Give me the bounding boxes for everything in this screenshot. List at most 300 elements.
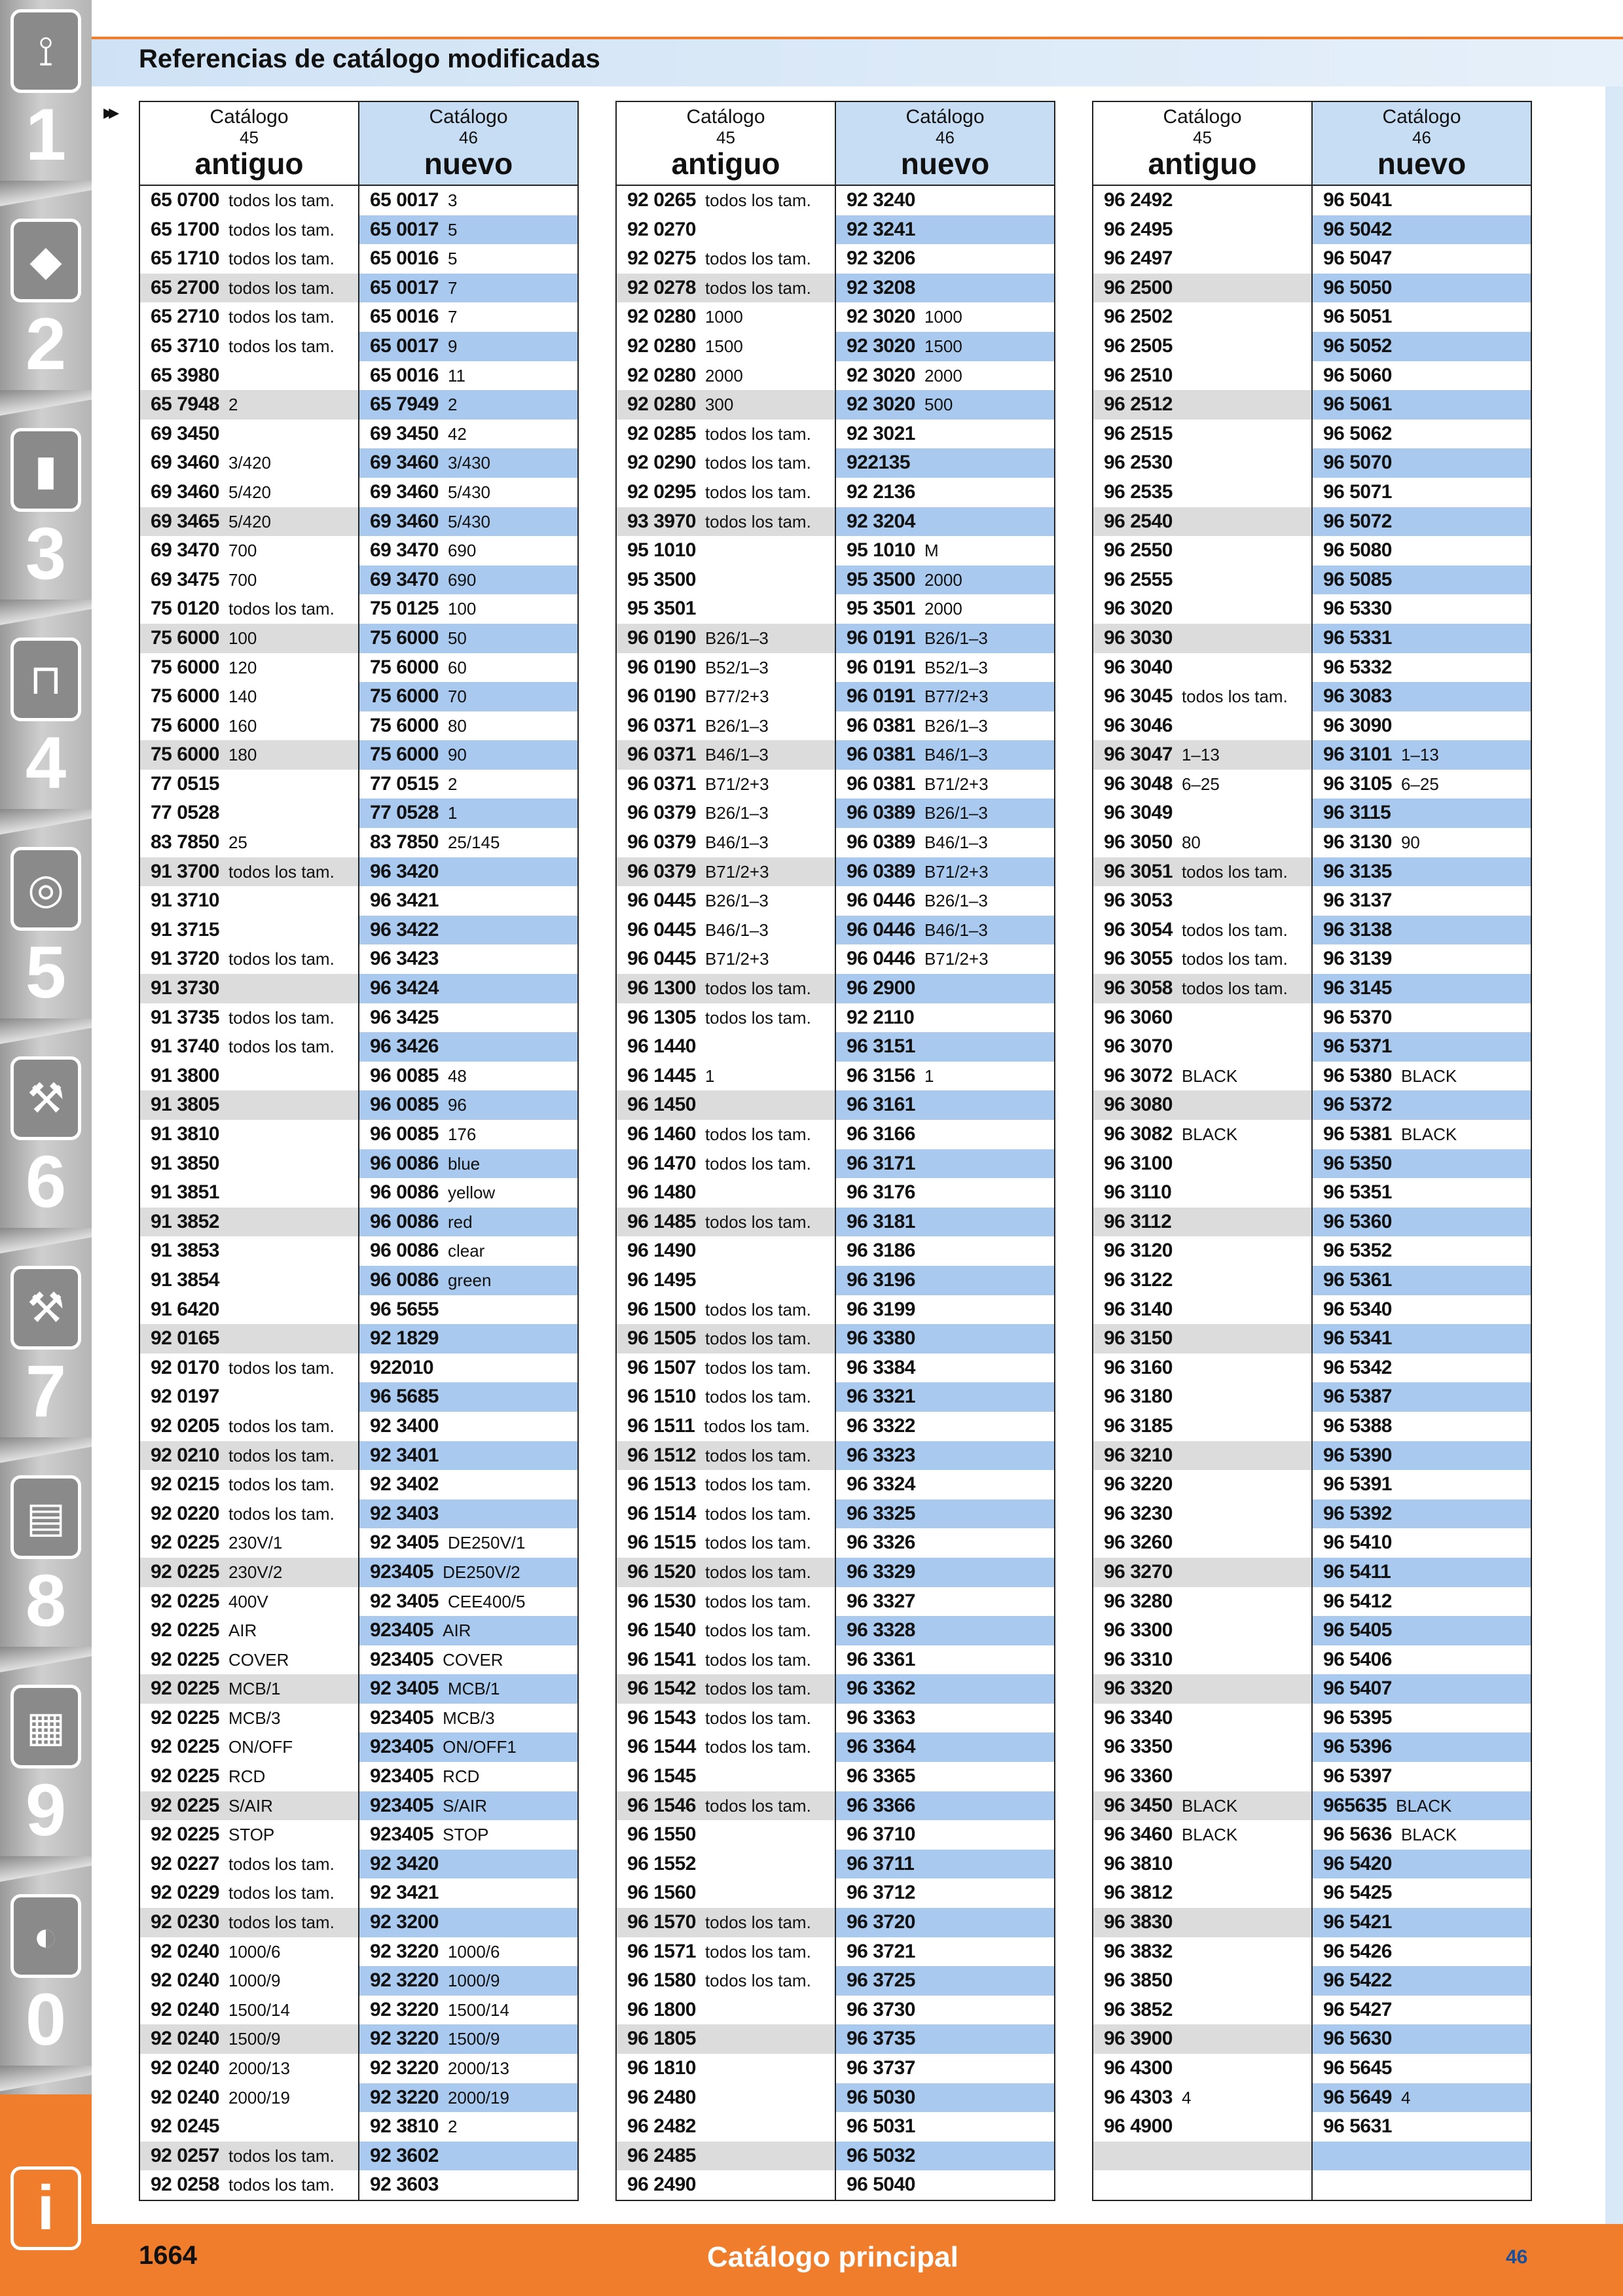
- article-number: 96 1545: [627, 1765, 696, 1787]
- article-number: 96 1514: [627, 1502, 696, 1524]
- article-number: 96 1305: [627, 1006, 696, 1028]
- new-reference-cell: [359, 2024, 577, 2054]
- table-row: [140, 1996, 577, 2025]
- old-reference-cell: [617, 1878, 836, 1908]
- article-number: 96 1570: [627, 1911, 696, 1933]
- old-reference-cell: [140, 740, 359, 770]
- article-number: 96 3180: [1104, 1386, 1173, 1408]
- article-number: 96 3424: [370, 977, 439, 999]
- new-reference-cell: [836, 594, 1054, 624]
- table-row: [140, 682, 577, 711]
- article-number: 96 1530: [627, 1590, 696, 1612]
- table-row: [617, 1908, 1054, 1937]
- old-reference-cell: [140, 944, 359, 974]
- old-reference-cell: [140, 1762, 359, 1791]
- old-reference-cell: [140, 624, 359, 653]
- new-reference-cell: [1313, 1149, 1531, 1179]
- article-number: 96 1571: [627, 1940, 696, 1962]
- article-number: 96 3730: [847, 1998, 915, 2020]
- article-number: 96 3721: [847, 1940, 915, 1962]
- article-number: 92 0278: [627, 276, 696, 298]
- new-reference-cell: [359, 653, 577, 683]
- new-reference-cell: [836, 361, 1054, 391]
- article-number: 96 3810: [1104, 1852, 1173, 1874]
- size-variant: 1000: [704, 307, 743, 327]
- size-variant: 1500: [704, 336, 743, 356]
- article-number: 92 0220: [151, 1502, 219, 1524]
- footer-title: Catálogo principal: [707, 2241, 958, 2273]
- new-reference-cell: [836, 886, 1054, 916]
- article-number: 96 1500: [627, 1298, 696, 1320]
- old-reference-cell: [1093, 770, 1313, 799]
- article-number: 96 3072: [1104, 1064, 1173, 1086]
- article-number: 96 0379: [627, 831, 696, 853]
- table-row: [1093, 420, 1531, 449]
- size-variant: 1500/9: [228, 2029, 281, 2049]
- article-number: 92 3405: [370, 1532, 439, 1554]
- article-number: 96 3321: [847, 1386, 915, 1408]
- old-reference-cell: [1093, 594, 1313, 624]
- article-number: 96 2510: [1104, 364, 1173, 386]
- article-number: 96 5380: [1323, 1064, 1392, 1086]
- article-number: 95 3500: [627, 568, 696, 590]
- new-reference-cell: [1313, 1820, 1531, 1850]
- article-number: 96 3051: [1104, 860, 1173, 882]
- new-reference-cell: [359, 857, 577, 887]
- table-row: [140, 770, 577, 799]
- size-variant: todos los tam.: [704, 1329, 811, 1349]
- new-reference-cell: [359, 244, 577, 274]
- table-row: [140, 1732, 577, 1762]
- size-variant: todos los tam.: [704, 1357, 811, 1378]
- article-number: 92 0210: [151, 1444, 219, 1466]
- size-variant: todos los tam.: [228, 1854, 335, 1874]
- new-reference-cell: [836, 1616, 1054, 1645]
- new-reference-cell: [1313, 215, 1531, 245]
- table-row: [1093, 1616, 1531, 1645]
- size-variant: 120: [228, 657, 257, 677]
- table-row: [140, 594, 577, 624]
- sidebar: [0, 0, 92, 2296]
- old-reference-cell: [1093, 1266, 1313, 1295]
- size-variant: BLACK: [1181, 1795, 1238, 1816]
- table-row: [617, 1178, 1054, 1208]
- new-reference-cell: [836, 2170, 1054, 2200]
- size-variant: todos los tam.: [704, 1124, 811, 1144]
- sidebar-section-6[interactable]: [0, 1047, 92, 1257]
- article-number: 96 5420: [1323, 1852, 1392, 1874]
- new-reference-cell: [1313, 448, 1531, 478]
- article-number: 965635: [1323, 1794, 1387, 1816]
- old-reference-cell: [1093, 1674, 1313, 1704]
- table-row: [140, 1558, 577, 1587]
- size-variant: 7: [447, 278, 458, 298]
- article-number: 92 0280: [627, 306, 696, 328]
- article-number: 96 5391: [1323, 1473, 1392, 1496]
- new-reference-cell: [836, 478, 1054, 507]
- article-number: 92 0170: [151, 1356, 219, 1378]
- article-number: 96 2530: [1104, 452, 1173, 474]
- new-reference-cell: [1313, 2112, 1531, 2142]
- table-row: [140, 478, 577, 507]
- old-reference-cell: [617, 361, 836, 391]
- new-reference-cell: [836, 215, 1054, 245]
- article-number: 96 5351: [1323, 1181, 1392, 1204]
- article-number: 92 0165: [151, 1327, 219, 1350]
- article-number: 92 3402: [370, 1473, 439, 1496]
- article-number: 75 6000: [151, 656, 219, 678]
- size-variant: B46/1–3: [704, 833, 769, 853]
- table-row: [140, 1382, 577, 1412]
- table-row: [140, 1528, 577, 1558]
- article-number: 92 3220: [370, 1969, 439, 1992]
- size-variant: AIR: [228, 1621, 257, 1641]
- table-row: [617, 302, 1054, 332]
- size-variant: todos los tam.: [228, 1883, 335, 1903]
- size-variant: 96: [447, 1095, 467, 1115]
- article-number: 922135: [847, 452, 911, 474]
- old-reference-cell: [140, 1470, 359, 1499]
- table-row: [140, 1003, 577, 1033]
- size-variant: BLACK: [1396, 1795, 1452, 1816]
- size-variant: todos los tam.: [1181, 978, 1288, 999]
- new-reference-cell: [359, 390, 577, 420]
- article-number: 92 0270: [627, 218, 696, 240]
- article-number: 92 3220: [370, 2057, 439, 2079]
- old-reference-cell: [1093, 1032, 1313, 1062]
- article-number: 96 5387: [1323, 1386, 1392, 1408]
- article-number: 96 5636: [1323, 1823, 1392, 1846]
- old-reference-cell: [1093, 682, 1313, 711]
- article-number: 96 3850: [1104, 1969, 1173, 1992]
- new-reference-cell: [359, 565, 577, 595]
- new-reference-cell: [836, 1382, 1054, 1412]
- sidebar-section-0[interactable]: [0, 1885, 92, 2094]
- table-row: [140, 1208, 577, 1237]
- old-reference-cell: [140, 857, 359, 887]
- article-number: 96 3138: [1323, 918, 1392, 941]
- article-number: 96 5685: [370, 1386, 439, 1408]
- new-reference-cell: [1313, 1908, 1531, 1937]
- article-number: 96 5372: [1323, 1094, 1392, 1116]
- hammer-pliers-icon: ⚒: [10, 1266, 81, 1350]
- sidebar-section-4[interactable]: [0, 628, 92, 838]
- article-number: 96 3100: [1104, 1152, 1173, 1174]
- size-variant: B26/1–3: [924, 715, 988, 736]
- article-number: 923405: [370, 1619, 434, 1641]
- table-row: [1093, 1966, 1531, 1996]
- article-number: 91 3735: [151, 1006, 219, 1028]
- new-reference-cell: [836, 1732, 1054, 1762]
- old-reference-cell: [617, 770, 836, 799]
- table-row: [140, 448, 577, 478]
- article-number: 65 0017: [370, 189, 439, 211]
- sidebar-section-number: 9: [25, 1769, 67, 1851]
- article-number: 96 1552: [627, 1852, 696, 1874]
- article-number: 92 0225: [151, 1560, 219, 1583]
- article-number: 92 0225: [151, 1648, 219, 1670]
- article-number: 96 0389: [847, 860, 915, 882]
- size-variant: 9: [447, 336, 458, 356]
- new-reference-cell: [836, 1499, 1054, 1529]
- article-number: 92 0280: [627, 364, 696, 386]
- article-number: 96 3725: [847, 1969, 915, 1992]
- new-reference-cell: [359, 1470, 577, 1499]
- size-variant: CEE400/5: [447, 1591, 526, 1611]
- new-reference-cell: [1313, 770, 1531, 799]
- article-number: 96 3156: [847, 1064, 915, 1086]
- size-variant: 25/145: [447, 833, 500, 853]
- article-number: 96 5072: [1323, 510, 1392, 532]
- article-number: 96 2505: [1104, 334, 1173, 357]
- new-reference-cell: [359, 507, 577, 537]
- table-row: [140, 886, 577, 916]
- old-reference-cell: [140, 1003, 359, 1033]
- article-number: 96 3046: [1104, 714, 1173, 736]
- article-number: 96 3020: [1104, 598, 1173, 620]
- old-reference-cell: [140, 1791, 359, 1821]
- old-catalog-header: [1093, 102, 1313, 185]
- sidebar-section-7[interactable]: [0, 1257, 92, 1466]
- article-number: 96 3323: [847, 1444, 915, 1466]
- article-number: 96 3122: [1104, 1268, 1173, 1291]
- old-catalog-header: [140, 102, 359, 185]
- article-number: 96 3083: [1323, 685, 1392, 708]
- article-number: 96 0086: [370, 1181, 439, 1204]
- size-variant: todos los tam.: [228, 219, 335, 240]
- sidebar-section-8[interactable]: [0, 1466, 92, 1676]
- size-variant: ON/OFF1: [443, 1737, 517, 1757]
- size-variant: S/AIR: [228, 1795, 273, 1816]
- article-number: 92 3206: [847, 247, 915, 270]
- table-row: [1093, 1324, 1531, 1354]
- table-row: [1093, 624, 1531, 653]
- table-row: [617, 1499, 1054, 1529]
- article-number: 92 3400: [370, 1414, 439, 1437]
- article-number: 69 3460: [370, 480, 439, 503]
- article-number: 96 1490: [627, 1240, 696, 1262]
- article-number: 96 0381: [847, 714, 915, 736]
- table-row: [1093, 974, 1531, 1003]
- article-number: 92 0215: [151, 1473, 219, 1496]
- old-reference-cell: [140, 974, 359, 1003]
- old-reference-cell: [617, 302, 836, 332]
- article-number: 96 3070: [1104, 1035, 1173, 1058]
- tool-holder-icon: ▮: [10, 428, 81, 512]
- size-variant: clear: [447, 1241, 485, 1261]
- article-number: 96 1541: [627, 1648, 696, 1670]
- reference-table-3: [1092, 101, 1532, 2201]
- new-reference-cell: [1313, 974, 1531, 1003]
- size-variant: 1: [447, 803, 458, 823]
- size-variant: 60: [447, 657, 467, 677]
- new-reference-cell: [836, 2142, 1054, 2171]
- article-number: 69 3470: [370, 568, 439, 590]
- old-reference-cell: [140, 215, 359, 245]
- old-reference-cell: [1093, 916, 1313, 945]
- new-reference-cell: [836, 1704, 1054, 1733]
- table-row: [1093, 594, 1531, 624]
- page-number: 1664: [139, 2241, 197, 2270]
- old-reference-cell: [140, 1295, 359, 1325]
- sidebar-section-3[interactable]: [0, 419, 92, 628]
- article-number: 83 7850: [151, 831, 219, 853]
- size-variant: B77/2+3: [704, 687, 769, 707]
- size-variant: todos los tam.: [228, 1037, 335, 1057]
- old-reference-cell: [617, 478, 836, 507]
- article-number: 96 0086: [370, 1268, 439, 1291]
- sidebar-section-2[interactable]: [0, 209, 92, 419]
- header-catalog-word: nuevo: [424, 147, 513, 181]
- new-reference-cell: [836, 682, 1054, 711]
- article-number: 92 0265: [627, 189, 696, 211]
- table-row: [140, 1762, 577, 1791]
- table-header: [1093, 102, 1531, 186]
- article-number: 91 3810: [151, 1123, 219, 1145]
- table-row: [140, 332, 577, 361]
- new-reference-cell: [359, 1878, 577, 1908]
- article-number: 92 0225: [151, 1619, 219, 1641]
- size-variant: todos los tam.: [704, 1795, 811, 1816]
- size-variant: B26/1–3: [924, 628, 988, 648]
- new-reference-cell: [836, 974, 1054, 1003]
- size-variant: MCB/3: [443, 1708, 495, 1728]
- new-reference-cell: [359, 1178, 577, 1208]
- article-number: 96 1460: [627, 1123, 696, 1145]
- article-number: 96 2497: [1104, 247, 1173, 270]
- table-row: [1093, 1908, 1531, 1937]
- article-number: 96 3460: [1104, 1823, 1173, 1846]
- article-number: 96 5060: [1323, 364, 1392, 386]
- table-row: [617, 1996, 1054, 2025]
- article-number: 92 3020: [847, 393, 915, 416]
- table-row: [140, 857, 577, 887]
- table-row: [1093, 1587, 1531, 1617]
- new-reference-cell: [1313, 244, 1531, 274]
- new-reference-cell: [836, 2112, 1054, 2142]
- size-variant: 1500/14: [228, 2000, 290, 2020]
- article-number: 96 0379: [627, 802, 696, 824]
- size-variant: todos los tam.: [228, 599, 335, 619]
- article-number: 96 4303: [1104, 2086, 1173, 2108]
- new-reference-cell: [1313, 1032, 1531, 1062]
- article-number: 96 1485: [627, 1210, 696, 1232]
- table-row: [617, 1558, 1054, 1587]
- info-icon: i: [10, 2166, 81, 2250]
- new-reference-cell: [359, 740, 577, 770]
- size-variant: COVER: [443, 1649, 503, 1670]
- new-reference-cell: [1313, 1382, 1531, 1412]
- size-variant: todos los tam.: [228, 2145, 335, 2166]
- header-catalog-label: Catálogo: [429, 106, 508, 128]
- old-reference-cell: [617, 1324, 836, 1354]
- article-number: 75 6000: [151, 714, 219, 736]
- article-number: 96 3048: [1104, 772, 1173, 795]
- article-number: 65 0016: [370, 247, 439, 270]
- old-reference-cell: [617, 594, 836, 624]
- old-reference-cell: [617, 1178, 836, 1208]
- table-row: [1093, 2170, 1531, 2200]
- new-reference-cell: [836, 1470, 1054, 1499]
- table-row: [140, 1120, 577, 1149]
- sidebar-section-5[interactable]: [0, 838, 92, 1047]
- table-row: [1093, 2054, 1531, 2083]
- article-number: 96 3112: [1104, 1210, 1172, 1232]
- article-number: 92 3204: [847, 510, 915, 532]
- article-number: 96 3135: [1323, 860, 1392, 882]
- article-number: 92 0240: [151, 2086, 219, 2108]
- article-number: 96 3260: [1104, 1532, 1173, 1554]
- article-number: 92 1829: [370, 1327, 439, 1350]
- table-row: [1093, 653, 1531, 683]
- sidebar-section-9[interactable]: [0, 1676, 92, 1885]
- old-reference-cell: [1093, 1645, 1313, 1675]
- table-row: [140, 2112, 577, 2142]
- size-variant: todos los tam.: [1181, 861, 1288, 882]
- table-row: [617, 1470, 1054, 1499]
- size-variant: STOP: [443, 1825, 489, 1845]
- size-variant: B46/1–3: [924, 745, 988, 765]
- article-number: 96 3450: [1104, 1794, 1173, 1816]
- article-number: 96 3325: [847, 1502, 915, 1524]
- article-number: 923405: [370, 1560, 434, 1583]
- new-reference-cell: [1313, 186, 1531, 215]
- new-reference-cell: [359, 1528, 577, 1558]
- old-reference-cell: [1093, 1178, 1313, 1208]
- wrench-icon: ⚒: [10, 1056, 81, 1140]
- new-reference-cell: [359, 2112, 577, 2142]
- article-number: 92 0295: [627, 480, 696, 503]
- old-reference-cell: [617, 1616, 836, 1645]
- size-variant: 1: [704, 1066, 715, 1086]
- table-row: [140, 711, 577, 741]
- article-number: 96 1515: [627, 1532, 696, 1554]
- old-reference-cell: [140, 186, 359, 215]
- article-number: 96 5050: [1323, 276, 1392, 298]
- old-reference-cell: [1093, 420, 1313, 449]
- header-catalog-number: 46: [459, 128, 478, 147]
- new-reference-cell: [359, 770, 577, 799]
- table-row: [140, 1645, 577, 1675]
- article-number: 95 3501: [847, 598, 915, 620]
- sidebar-section-1[interactable]: [0, 0, 92, 209]
- old-reference-cell: [617, 1966, 836, 1996]
- header-catalog-word: nuevo: [900, 147, 990, 181]
- old-reference-cell: [1093, 1412, 1313, 1441]
- article-number: 96 5360: [1323, 1210, 1392, 1232]
- sidebar-section-i[interactable]: [0, 2094, 92, 2296]
- article-number: 96 4300: [1104, 2057, 1173, 2079]
- old-reference-cell: [1093, 1878, 1313, 1908]
- new-reference-cell: [1313, 2142, 1531, 2171]
- new-reference-cell: [1313, 594, 1531, 624]
- new-reference-cell: [359, 1645, 577, 1675]
- size-variant: BLACK: [1181, 1825, 1238, 1845]
- old-reference-cell: [140, 2112, 359, 2142]
- sidebar-section-number: 8: [25, 1560, 67, 1641]
- size-variant: 1000: [924, 307, 962, 327]
- old-reference-cell: [617, 1850, 836, 1879]
- old-reference-cell: [617, 390, 836, 420]
- size-variant: todos los tam.: [228, 2175, 335, 2195]
- new-reference-cell: [1313, 1674, 1531, 1704]
- article-number: 92 0240: [151, 2057, 219, 2079]
- old-reference-cell: [1093, 274, 1313, 303]
- old-reference-cell: [140, 1499, 359, 1529]
- old-reference-cell: [617, 1908, 836, 1937]
- size-variant: 70: [447, 687, 467, 707]
- table-row: [140, 1149, 577, 1179]
